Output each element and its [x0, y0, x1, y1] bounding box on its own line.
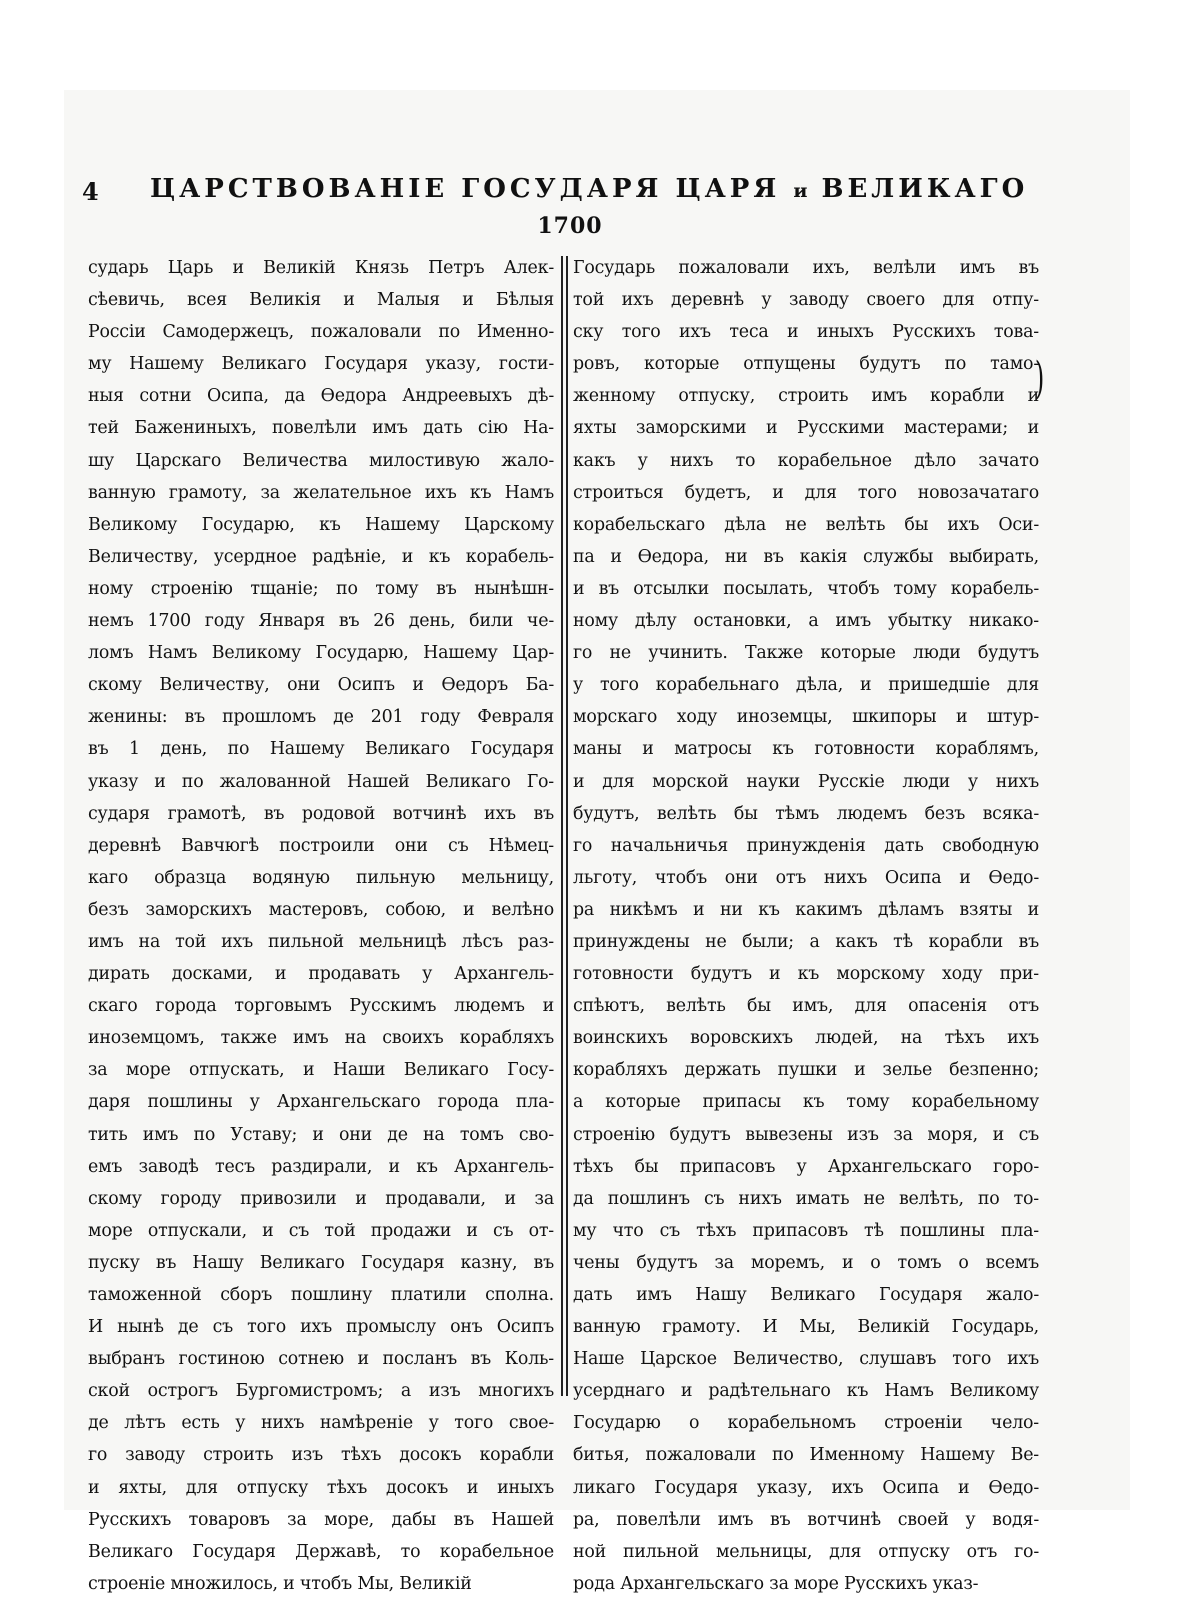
right-column-line: готовности будутъ и къ морскому ходу при- [573, 964, 1039, 985]
left-column-line: Великому Государю, къ Нашему Царскому [88, 514, 554, 535]
right-column-line: а которые припасы къ тому корабельному [573, 1092, 1039, 1113]
right-column-line: и для морской науки Русскiе люди у нихъ [573, 771, 1039, 792]
left-column-line: Величеству, усердное радѣнiе, и къ корабель- [88, 546, 554, 567]
left-column-line: де лѣтъ есть у нихъ намѣренiе у того свое- [88, 1413, 554, 1434]
right-column-line: битья, пожаловали по Именному Нашему Ве- [573, 1445, 1039, 1466]
left-column-line: даря пошлины у Архангельскаго города пла- [88, 1092, 554, 1113]
left-column-line: безъ заморскихъ мастеровъ, собою, и велѣно [88, 899, 554, 920]
running-head [150, 174, 1029, 204]
left-column-line: указу и по жалованной Нашей Великаго Го- [88, 771, 554, 792]
running-head-part2: ВЕЛИКАГО [821, 174, 1029, 204]
running-head-conjunction: и [793, 180, 809, 202]
right-column-line: женному отпуску, строить имъ корабли и [573, 386, 1039, 407]
right-column-line: ра никѣмъ и ни къ какимъ дѣламъ взяты и [573, 899, 1039, 920]
right-column-line: спѣютъ, велѣть бы имъ, для опасенiя отъ [573, 996, 1039, 1017]
right-column-line: чены будутъ за моремъ, и о томъ о всемъ [573, 1252, 1039, 1273]
right-column-line: Государь пожаловали ихъ, велѣли имъ въ [573, 258, 1039, 278]
right-column-line: воинскихъ воровскихъ людей, на тѣхъ ихъ [573, 1028, 1039, 1049]
right-column-line: рода Архангельскаго за море Русскихъ указ- [573, 1573, 979, 1594]
left-column-line: ныя сотни Осипа, да Ѳедора Андреевыхъ дѣ- [88, 386, 554, 407]
right-column-line: ра, повелѣли имъ въ вотчинѣ своей у водя- [573, 1509, 1039, 1530]
margin-bracket-mark: ) [1034, 353, 1045, 404]
right-column-line: ску того ихъ теса и иныхъ Русскихъ това- [573, 322, 1039, 343]
left-column-line: сударь Царь и Великiй Князь Петръ Алек- [88, 258, 554, 278]
right-column-line: усерднаго и радѣтельнаго къ Намъ Великому [573, 1381, 1039, 1402]
left-column-line: и яхты, для отпуску тѣхъ досокъ и иныхъ [88, 1477, 554, 1498]
left-column-line: Русскихъ товаровъ за море, дабы въ Нашей [88, 1509, 554, 1530]
right-column-line: строиться будетъ, и для того новозачатаго [573, 482, 1039, 503]
left-column-line: шу Царскаго Величества милостивую жало- [88, 450, 554, 471]
right-column-line: будутъ, велѣть бы тѣмъ людемъ безъ всяка- [573, 803, 1039, 824]
left-column-line: Россiи Самодержецъ, пожаловали по Именно- [88, 322, 554, 343]
left-column-line: за море отпускать, и Наши Великаго Госу- [88, 1060, 554, 1081]
right-column-line: ровъ, которые отпущены будутъ по тамо- [573, 354, 1039, 375]
left-column-line: строенiе множилось, и чтобъ Мы, Великiй [88, 1573, 472, 1594]
left-column-line: го заводу строить изъ тѣхъ досокъ корабли [88, 1445, 554, 1466]
left-column-line: выбранъ гостиною сотнею и посланъ въ Коль- [88, 1349, 554, 1370]
left-column-line: И нынѣ де съ того ихъ промыслу онъ Осипъ [88, 1317, 554, 1338]
page-number: 4 [82, 177, 99, 206]
left-column-line: ской острогъ Бургомистромъ; а изъ многихъ [88, 1381, 554, 1402]
right-column-line: строенiю будутъ вывезены изъ за моря, и съ [573, 1124, 1039, 1145]
right-column-line: ному дѣлу остановки, а имъ убытку никако- [573, 611, 1039, 632]
right-column-line: льготу, чтобъ они отъ нихъ Осипа и Ѳедо- [573, 867, 1039, 888]
right-column-line: принуждены не были; а какъ тѣ корабли въ [573, 931, 1039, 952]
left-column-line: каго образца водяную пильную мельницу, [88, 867, 554, 888]
right-column-line: Государю о корабельномъ строенiи чело- [573, 1413, 1039, 1434]
left-column-line: таможенной сборъ пошлину платили сполна. [88, 1285, 554, 1305]
right-column-line: да пошлинъ съ нихъ имать не велѣть, по то- [573, 1188, 1039, 1209]
column-divider-line [561, 256, 563, 1396]
left-text-column [88, 252, 554, 1600]
right-column-line: ной пильной мельницы, для отпуску отъ го- [573, 1541, 1039, 1562]
left-column-line: скому городу привозили и продавали, и за [88, 1188, 554, 1209]
left-column-line: море отпускали, и съ той продажи и съ от- [88, 1220, 554, 1241]
left-column-line: иноземцомъ, также имъ на своихъ корабляхъ [88, 1028, 554, 1049]
left-column-line: скому Величеству, они Осипъ и Ѳедоръ Ба- [88, 675, 554, 696]
right-column-line: яхты заморскими и Русскими мастерами; и [573, 418, 1039, 439]
right-column-line: го не учинить. Также которые люди будутъ [573, 643, 1039, 664]
left-column-line: дирать досками, и продавать у Архангель- [88, 964, 554, 985]
right-column-line: морскаго ходу иноземцы, шкипоры и штур- [573, 707, 1039, 728]
left-column-line: сударя грамотѣ, въ родовой вотчинѣ ихъ въ [88, 803, 554, 824]
left-column-line: пуску въ Нашу Великаго Государя казну, въ [88, 1252, 554, 1273]
running-head-part1: ЦАРСТВОВАНIЕ ГОСУДАРЯ ЦАРЯ [150, 174, 781, 204]
left-column-line: ломъ Намъ Великому Государю, Нашему Цар- [88, 643, 554, 664]
column-divider-line [566, 256, 568, 1396]
right-column-line: какъ у нихъ то корабельное дѣло зачато [573, 450, 1039, 471]
left-column-line: Великаго Государя Державѣ, то корабельное [88, 1541, 554, 1562]
right-column-line: корабельскаго дѣла не велѣть бы ихъ Оси- [573, 514, 1039, 535]
left-column-line: имъ на той ихъ пильной мельницѣ лѣсъ раз- [88, 931, 554, 952]
right-column-line: го начальничья принужденiя дать свободную [573, 835, 1039, 856]
left-column-line: емъ заводѣ тесъ раздирали, и къ Архангель- [88, 1156, 554, 1177]
right-column-line: и въ отсылки посылать, чтобъ тому корабель- [573, 578, 1039, 599]
left-column-line: му Нашему Великаго Государя указу, гости- [88, 354, 554, 375]
right-column-line: ликаго Государя указу, ихъ Осипа и Ѳедо- [573, 1477, 1039, 1498]
left-column-line: деревнѣ Вавчюгѣ построили они съ Нѣмец- [88, 835, 554, 856]
right-column-line: па и Ѳедора, ни въ какiя службы выбирать, [573, 546, 1039, 567]
right-column-line: му что съ тѣхъ припасовъ тѣ пошлины пла- [573, 1220, 1039, 1241]
left-column-line: тить имъ по Уставу; и они де на томъ сво- [88, 1124, 554, 1145]
right-column-line: дать имъ Нашу Великаго Государя жало- [573, 1285, 1039, 1305]
left-column-line: ному строенiю тщанiе; по тому въ нынѣшн- [88, 578, 554, 599]
left-column-line: женины: въ прошломъ де 201 году Февраля [88, 707, 554, 728]
right-column-line: у того корабельнаго дѣла, и пришедшiе для [573, 675, 1039, 696]
right-text-column [573, 252, 1039, 1600]
left-column-line: ванную грамоту, за желательное ихъ къ Намъ [88, 482, 554, 503]
right-column-line: корабляхъ держать пушки и зелье безпенно; [573, 1060, 1039, 1081]
right-column-line: Наше Царское Величество, слушавъ того ихъ [573, 1349, 1039, 1370]
left-column-line: сѣевичь, всея Великiя и Малыя и Бѣлыя [88, 290, 554, 311]
year-heading: 1700 [537, 213, 603, 239]
right-column-line: маны и матросы къ готовности кораблямъ, [573, 739, 1039, 760]
left-column-line: скаго города торговымъ Русскимъ людемъ и [88, 996, 554, 1017]
left-column-line: немъ 1700 году Января въ 26 день, били че- [88, 611, 554, 632]
right-column-line: тѣхъ бы припасовъ у Архангельскаго горо- [573, 1156, 1039, 1177]
right-column-line: ванную грамоту. И Мы, Великiй Государь, [573, 1317, 1039, 1338]
left-column-line: въ 1 день, по Нашему Великаго Государя [88, 739, 554, 760]
left-column-line: тей Бажениныхъ, повелѣли имъ дать сiю На- [88, 418, 554, 439]
right-column-line: той ихъ деревнѣ у заводу своего для отпу- [573, 290, 1039, 311]
